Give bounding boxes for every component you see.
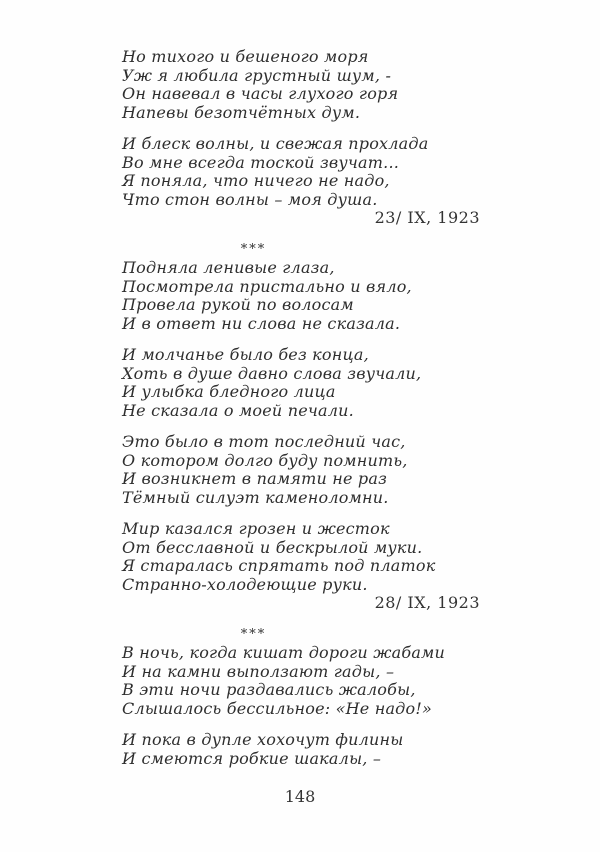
poem-line: И блеск волны, и свежая прохлада — [122, 134, 429, 153]
poem-line: Странно-холодеющие руки. — [122, 574, 368, 594]
poem-line: Хоть в душе давно слова звучали, — [122, 363, 422, 383]
poem-line: В ночь, когда кишат дороги жабами — [122, 643, 446, 662]
poem-line: Слышалось бессильное: «Не надо!» — [122, 698, 432, 718]
stanza-separator: *** — [240, 626, 267, 642]
poem-line: О котором долго буду помнить, — [122, 450, 408, 470]
poem-line: В эти ночи раздавались жалобы, — [122, 680, 416, 699]
poem-line: Тёмный силуэт каменоломни. — [122, 487, 389, 507]
poem-line: Напевы безотчётных дум. — [122, 102, 361, 122]
stanza — [122, 346, 480, 420]
poem-line: И молчанье было без конца, — [122, 345, 369, 364]
poem-line: Посмотрела пристально и вяло, — [122, 276, 412, 296]
poem-line: Провела рукой по волосам — [122, 295, 354, 314]
stanza — [122, 259, 480, 333]
stanza — [122, 520, 480, 594]
poem-line: Это было в тот последний час, — [122, 432, 406, 451]
poem-line: И в ответ ни слова не сказала. — [122, 313, 401, 333]
poem-line: И возникнет в памяти не раз — [122, 469, 388, 488]
stanza — [122, 644, 480, 718]
stanza — [122, 48, 480, 122]
stanza-separator: *** — [240, 241, 267, 257]
poem-date: 28/ IX, 1923 — [374, 593, 480, 612]
page-number: 148 — [284, 787, 316, 806]
poem-line: Мир казался грозен и жесток — [122, 519, 390, 538]
poems-container — [122, 48, 480, 768]
poem — [122, 626, 480, 769]
poem-line: И на камни выползают гады, – — [122, 661, 395, 681]
poem-line: От бесславной и бескрылой муки. — [122, 537, 423, 557]
poem-line: Но тихого и бешеного моря — [122, 47, 369, 66]
poem-line: Во мне всегда тоской звучат... — [122, 152, 400, 172]
poem-line: Я старалась спрятать под платок — [122, 556, 436, 575]
stanza — [122, 731, 480, 768]
poem-line: И смеются робкие шакалы, – — [122, 748, 382, 768]
poem-line: И пока в дупле хохочут филины — [122, 730, 404, 749]
poem-line: Уж я любила грустный шум, - — [122, 65, 392, 85]
poem-line: Не сказала о моей печали. — [122, 400, 354, 420]
poem — [122, 48, 480, 228]
poem-date: 23/ IX, 1923 — [374, 208, 480, 227]
poem-line: Он навевал в часы глухого горя — [122, 84, 399, 103]
poem-line: Что стон волны – моя душа. — [122, 189, 378, 209]
stanza — [122, 433, 480, 507]
poem-line: И улыбка бледного лица — [122, 382, 336, 401]
poem-line: Подняла ленивые глаза, — [122, 258, 335, 277]
stanza — [122, 135, 480, 209]
poem — [122, 241, 480, 613]
poem-line: Я поняла, что ничего не надо, — [122, 171, 390, 190]
